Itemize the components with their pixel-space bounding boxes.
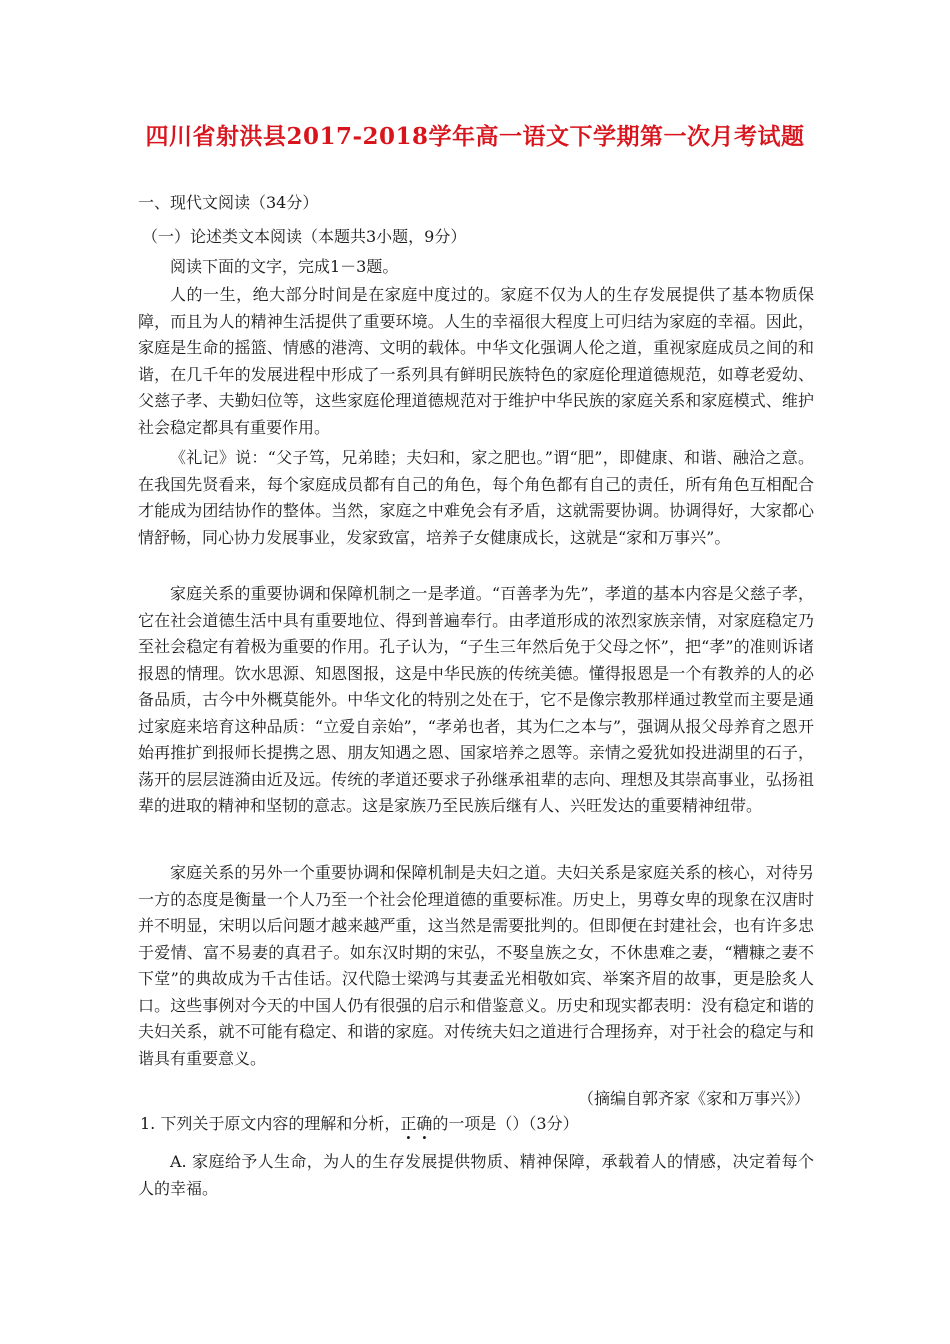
page-title: 四川省射洪县2017-2018学年高一语文下学期第一次月考试题 xyxy=(145,123,805,150)
question-1-prefix: 1. 下列关于原文内容的理解和分析， xyxy=(140,1114,401,1133)
reading-instruction: 阅读下面的文字，完成1－3题。 xyxy=(170,257,399,276)
emphasis-char-1: 正 xyxy=(400,1114,417,1133)
question-1 xyxy=(140,1114,579,1134)
paragraph-2: 《礼记》说：“父子笃，兄弟睦；夫妇和，家之肥也。”谓“肥”，即健康、和谐、融洽之意。在我国先贤看来，每个家庭成员都有自己的角色，每个角色都有自己的责任，所有角色互相配合才能成为团结协作的整体。当然，家庭之中难免会有矛盾，这就需要协调。协调得好，大家都心情舒畅，同心协力发展事业，发家致富，培养子女健康成长，这就是“家和万事兴”。 xyxy=(138,448,814,547)
paragraph-1: 人的一生，绝大部分时间是在家庭中度过的。家庭不仅为人的生存发展提供了基本物质保障，而且为人的精神生活提供了重要环境。人生的幸福很大程度上可归结为家庭的幸福。因此，家庭是生命的摇篮、情感的港湾、文明的载体。中华文化强调人伦之道，重视家庭成员之间的和谐，在几千年的发展进程中形成了一系列具有鲜明民族特色的家庭伦理道德规范，如尊老爱幼、父慈子孝、夫勤妇位等，这些家庭伦理道德规范对于维护中华民族的家庭关系和家庭模式、维护社会稳定都具有重要作用。 xyxy=(138,285,814,437)
question-1-suffix: 的一项是（）（3分） xyxy=(432,1114,579,1133)
option-a: A. 家庭给予人生命，为人的生存发展提供物质、精神保障，承载着人的情感，决定着每个人的幸福。 xyxy=(138,1152,814,1198)
paragraph-4: 家庭关系的另外一个重要协调和保障机制是夫妇之道。夫妇关系是家庭关系的核心，对待另一方的态度是衡量一个人乃至一个社会伦理道德的重要标准。历史上，男尊女卑的现象在汉唐时并不明显，宋明以后问题才越来越严重，这当然是需要批判的。但即便在封建社会，也有许多忠于爱情、富不易妻的真君子。如东汉时期的宋弘，不娶皇族之女，不休患难之妻，“糟糠之妻不下堂”的典故成为千古佳话。汉代隐士梁鸿与其妻孟光相敬如宾、举案齐眉的故事，更是脍炙人口。这些事例对今天的中国人仍有很强的启示和借鉴意义。历史和现实都表明：没有稳定和谐的夫妇关系，就不可能有稳定、和谐的家庭。对传统夫妇之道进行合理扬弃，对于社会的稳定与和谐具有重要意义。 xyxy=(138,863,814,1068)
paragraph-3: 家庭关系的重要协调和保障机制之一是孝道。“百善孝为先”，孝道的基本内容是父慈子孝，它在社会道德生活中具有重要地位、得到普遍奉行。由孝道形成的浓烈家族亲情，对家庭稳定乃至社会稳定有着极为重要的作用。孔子认为，“子生三年然后免于父母之怀”，把“孝”的准则诉诸报恩的情理。饮水思源、知恩图报，这是中华民族的传统美德。懂得报恩是一个有教养的人的必备品质，古今中外概莫能外。中华文化的特别之处在于，它不是像宗教那样通过教堂而主要是通过家庭来培育这种品质：“立爱自亲始”，“孝弟也者，其为仁之本与”，强调从报父母养育之恩开始再推扩到报师长提携之恩、朋友知遇之恩、国家培养之恩等。亲情之爱犹如投进湖里的石子，荡开的层层涟漪由近及远。传统的孝道还要求子孙继承祖辈的志向、理想及其崇高事业，弘扬祖辈的进取的精神和坚韧的意志。这是家族乃至民族后继有人、兴旺发达的重要精神纽带。 xyxy=(138,584,814,815)
section-heading: 一、现代文阅读（34分） xyxy=(138,193,319,212)
emphasis-char-2: 确 xyxy=(416,1114,433,1133)
source-citation: （摘编自郭齐家《家和万事兴》） xyxy=(577,1089,810,1108)
subsection-heading: （一）论述类文本阅读（本题共3小题，9分） xyxy=(142,227,467,246)
